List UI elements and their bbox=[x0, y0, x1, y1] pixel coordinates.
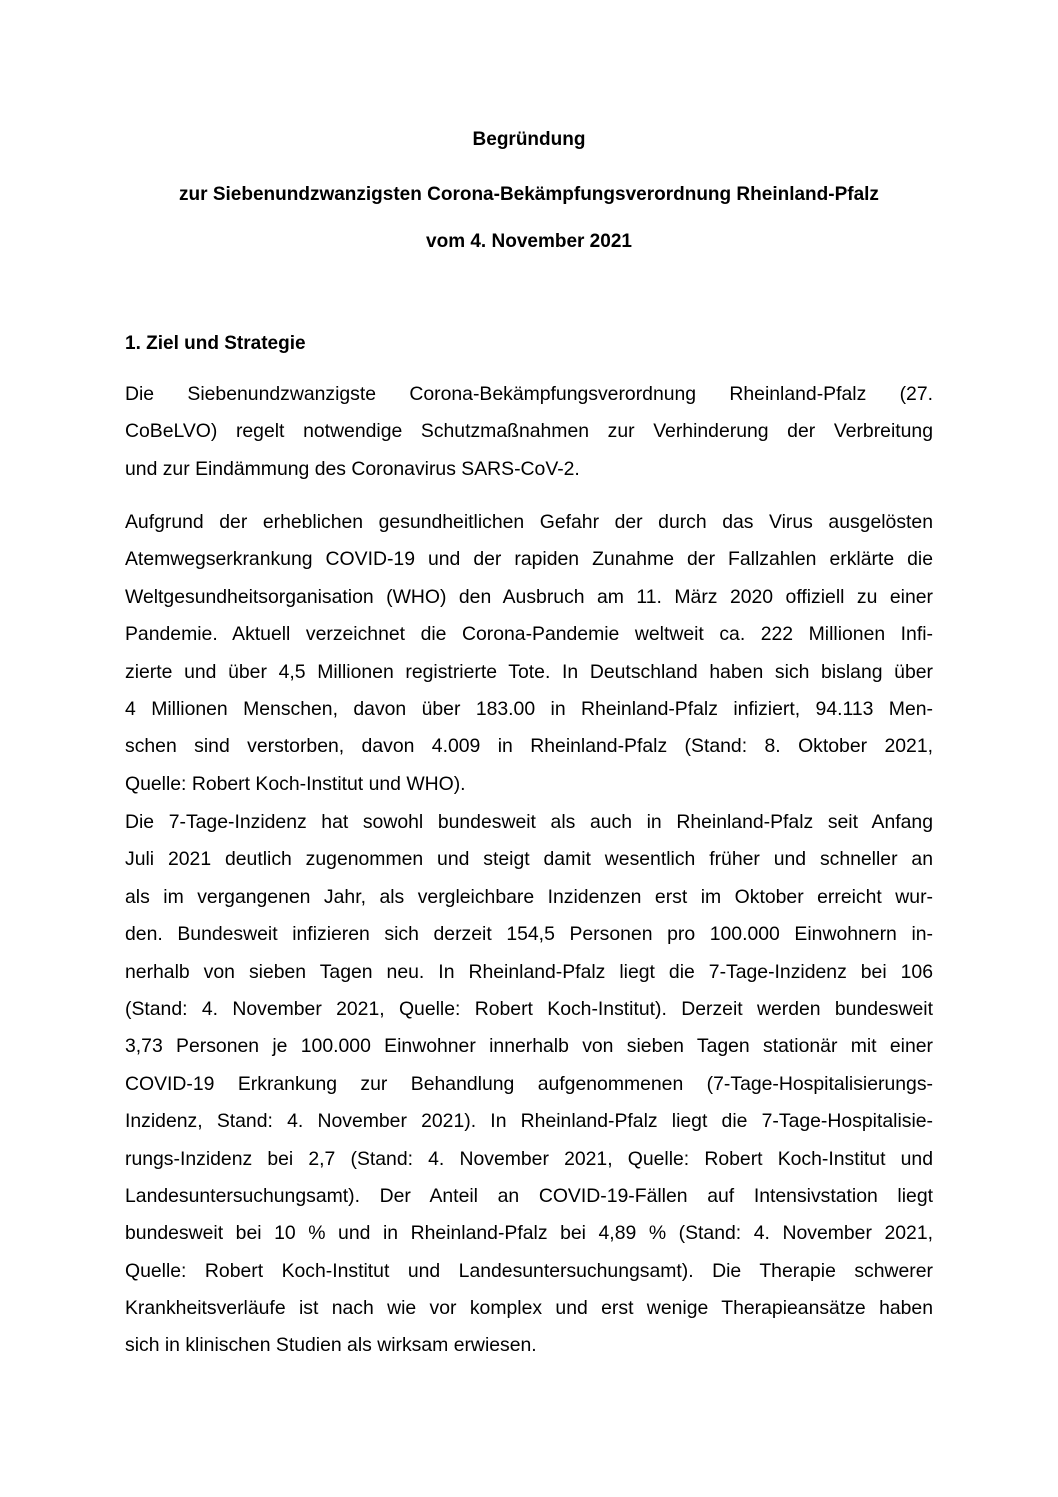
paragraph-line: 4 Millionen Menschen, davon über 183.00 in Rheinland-Pfalz infiziert, 94.113 Men- bbox=[125, 697, 933, 720]
paragraph-line: 3,73 Personen je 100.000 Einwohner innerhalb von sieben Tagen stationär mit einer bbox=[125, 1035, 933, 1058]
paragraph-line: CoBeLVO) regelt notwendige Schutzmaßnahmen zur Verhinderung der Verbreitung bbox=[125, 420, 933, 443]
document-title: Begründung bbox=[472, 129, 586, 150]
paragraph-line: zierte und über 4,5 Millionen registrierte Tote. In Deutschland haben sich bislang über bbox=[125, 660, 933, 683]
paragraph-line: Pandemie. Aktuell verzeichnet die Corona-Pandemie weltweit ca. 222 Millionen Infi- bbox=[125, 623, 933, 646]
paragraph-line: bundesweit bei 10 % und in Rheinland-Pfalz bei 4,89 % (Stand: 4. November 2021, bbox=[125, 1222, 933, 1245]
paragraph-line: schen sind verstorben, davon 4.009 in Rheinland-Pfalz (Stand: 8. Oktober 2021, bbox=[125, 735, 933, 758]
paragraph-line: als im vergangenen Jahr, als vergleichbare Inzidenzen erst im Oktober erreicht wur- bbox=[125, 885, 933, 908]
paragraph-line: sich in klinischen Studien als wirksam erwiesen. bbox=[125, 1334, 537, 1357]
paragraph-2 bbox=[125, 504, 933, 803]
paragraph-line: COVID-19 Erkrankung zur Behandlung aufgenommenen (7-Tage-Hospitalisierungs- bbox=[125, 1072, 933, 1095]
paragraph-line: Quelle: Robert Koch-Institut und WHO). bbox=[125, 772, 466, 795]
paragraph-line: Juli 2021 deutlich zugenommen und steigt damit wesentlich früher und schneller an bbox=[125, 848, 933, 871]
paragraph-line: rungs-Inzidenz bei 2,7 (Stand: 4. November 2021, Quelle: Robert Koch-Institut und bbox=[125, 1147, 933, 1170]
paragraph-1 bbox=[125, 376, 933, 488]
paragraph-line: Landesuntersuchungsamt). Der Anteil an COVID-19-Fällen auf Intensivstation liegt bbox=[125, 1184, 933, 1207]
paragraph-line: Inzidenz, Stand: 4. November 2021). In Rheinland-Pfalz liegt die 7-Tage-Hospitalisie- bbox=[125, 1110, 933, 1133]
paragraph-line: Weltgesundheitsorganisation (WHO) den Ausbruch am 11. März 2020 offiziell zu einer bbox=[125, 585, 933, 608]
paragraph-line: und zur Eindämmung des Coronavirus SARS-CoV-2. bbox=[125, 457, 580, 480]
section-heading: 1. Ziel und Strategie bbox=[125, 333, 306, 354]
document-date: vom 4. November 2021 bbox=[426, 231, 632, 252]
paragraph-line: Krankheitsverläufe ist nach wie vor komplex und erst wenige Therapieansätze haben bbox=[125, 1297, 933, 1320]
paragraph-3 bbox=[125, 804, 933, 1365]
paragraph-line: (Stand: 4. November 2021, Quelle: Robert Koch-Institut). Derzeit werden bundesweit bbox=[125, 997, 933, 1020]
paragraph-line: Die 7-Tage-Inzidenz hat sowohl bundesweit als auch in Rheinland-Pfalz seit Anfang bbox=[125, 811, 933, 833]
paragraph-line: Die Siebenundzwanzigste Corona-Bekämpfungsverordnung Rheinland-Pfalz (27. bbox=[125, 383, 933, 405]
paragraph-line: Atemwegserkrankung COVID-19 und der rapiden Zunahme der Fallzahlen erklärte die bbox=[125, 548, 933, 571]
paragraph-line: nerhalb von sieben Tagen neu. In Rheinland-Pfalz liegt die 7-Tage-Inzidenz bei 106 bbox=[125, 960, 933, 983]
paragraph-line: Aufgrund der erheblichen gesundheitlichen Gefahr der durch das Virus ausgelösten bbox=[125, 511, 933, 533]
paragraph-line: den. Bundesweit infizieren sich derzeit 154,5 Personen pro 100.000 Einwohnern in- bbox=[125, 923, 933, 946]
paragraph-line: Quelle: Robert Koch-Institut und Landesuntersuchungsamt). Die Therapie schwerer bbox=[125, 1259, 933, 1282]
document-subtitle: zur Siebenundzwanzigsten Corona-Bekämpfungsverordnung Rheinland-Pfalz bbox=[179, 184, 879, 205]
